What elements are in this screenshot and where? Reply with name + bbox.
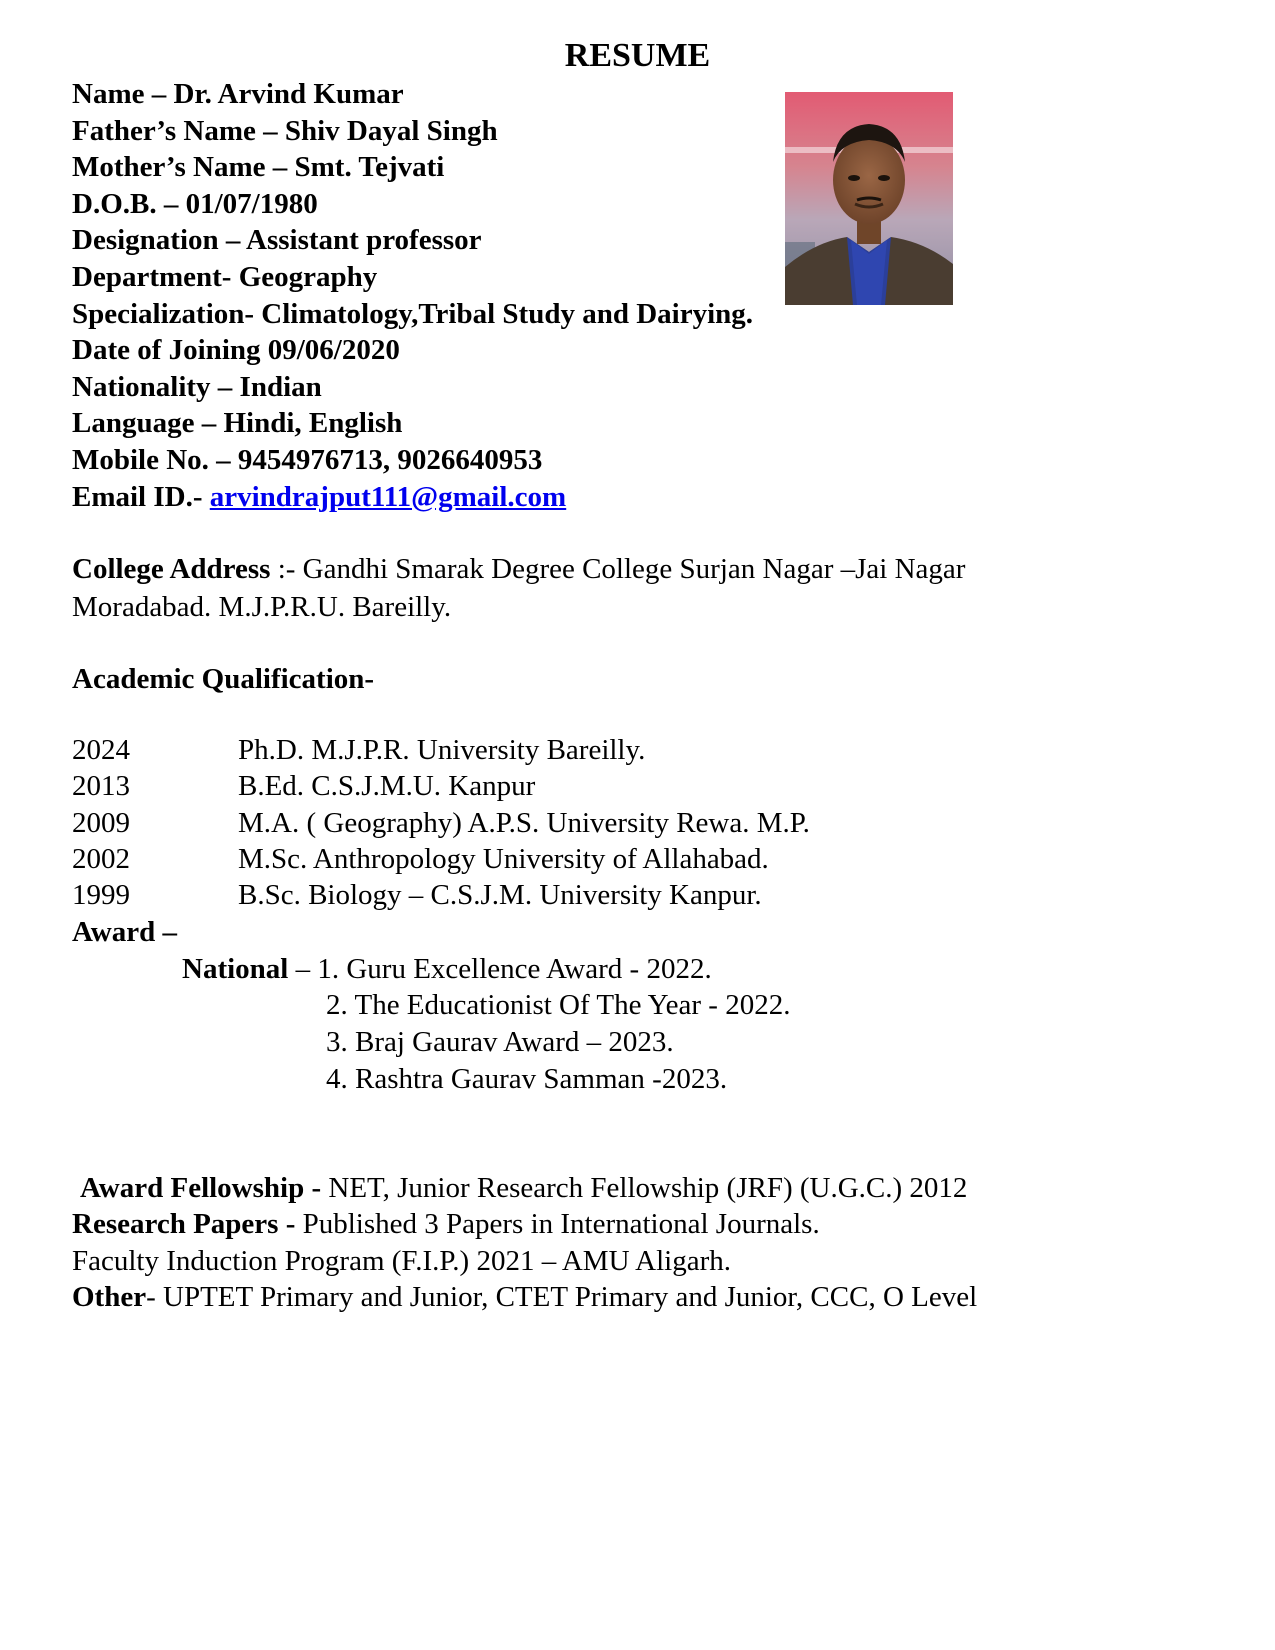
college-address-text-1: Gandhi Smarak Degree College Surjan Nagar –Jai Nagar [302, 553, 966, 585]
qualification-year: 2013 [72, 770, 130, 802]
mother-name-line: Mother’s Name – Smt. Tejvati [72, 151, 445, 184]
fip-line: Faculty Induction Program (F.I.P.) 2021 – AMU Aligarh. [72, 1245, 731, 1277]
college-address-label: College Address [72, 553, 271, 585]
nationality-line: Nationality – Indian [72, 370, 322, 403]
joining-date-line: Date of Joining 09/06/2020 [72, 334, 400, 367]
department-line: Department- Geography [72, 260, 378, 293]
qualification-year: 1999 [72, 879, 130, 911]
national-award-line [182, 951, 712, 987]
national-separator: – [288, 953, 318, 985]
other-text: - UPTET Primary and Junior, CTET Primary and Junior, CCC, O Level [146, 1281, 978, 1313]
other-label: Other [72, 1281, 147, 1313]
resume-title: RESUME [564, 37, 711, 74]
academic-heading: Academic Qualification- [72, 663, 375, 695]
dob-line: D.O.B. – 01/07/1980 [72, 187, 318, 220]
qualification-desc: M.A. ( Geography) A.P.S. University Rewa. M.P. [238, 807, 810, 839]
research-label: Research Papers - [72, 1208, 296, 1240]
email-label: Email ID.- [72, 480, 210, 513]
email-line [72, 479, 753, 516]
award-item: 1. Guru Excellence Award - 2022. [317, 953, 712, 985]
college-address [72, 550, 965, 626]
language-line: Language – Hindi, English [72, 407, 403, 440]
other-line [72, 1279, 977, 1315]
award-heading: Award – [72, 916, 177, 948]
name-line: Name – Dr. Arvind Kumar [72, 78, 404, 110]
qualification-desc: B.Sc. Biology – C.S.J.M. University Kanpur. [238, 879, 762, 911]
research-text: Published 3 Papers in International Journals. [295, 1208, 820, 1240]
personal-details [72, 76, 753, 515]
qualification-desc: M.Sc. Anthropology University of Allahabad. [238, 843, 769, 875]
profile-photo [785, 92, 953, 305]
qualification-year: 2024 [72, 734, 130, 766]
college-address-line-2: Moradabad. M.J.P.R.U. Bareilly. [72, 591, 452, 623]
specialization-line: Specialization- Climatology,Tribal Study and Dairying. [72, 297, 754, 330]
national-label: National [182, 953, 289, 985]
award-item: 3. Braj Gaurav Award – 2023. [326, 1026, 674, 1058]
research-line [72, 1206, 820, 1242]
qualification-year: 2009 [72, 807, 130, 839]
award-item: 2. The Educationist Of The Year - 2022. [326, 989, 791, 1021]
qualification-desc: B.Ed. C.S.J.M.U. Kanpur [238, 770, 536, 802]
fellowship-text: NET, Junior Research Fellowship (JRF) (U.G.C.) 2012 [321, 1172, 968, 1204]
designation-line: Designation – Assistant professor [72, 224, 482, 257]
father-name-line: Father’s Name – Shiv Dayal Singh [72, 114, 498, 147]
mobile-line: Mobile No. – 9454976713, 9026640953 [72, 443, 543, 476]
fellowship-label: Award Fellowship - [80, 1172, 322, 1204]
college-address-separator: :- [270, 553, 303, 585]
qualification-desc: Ph.D. M.J.P.R. University Bareilly. [238, 734, 646, 766]
fellowship-line [80, 1170, 967, 1206]
award-item: 4. Rashtra Gaurav Samman -2023. [326, 1063, 728, 1095]
qualification-year: 2002 [72, 843, 130, 875]
college-address-line-1 [72, 550, 965, 588]
email-link[interactable]: arvindrajput111@gmail.com [209, 480, 567, 513]
